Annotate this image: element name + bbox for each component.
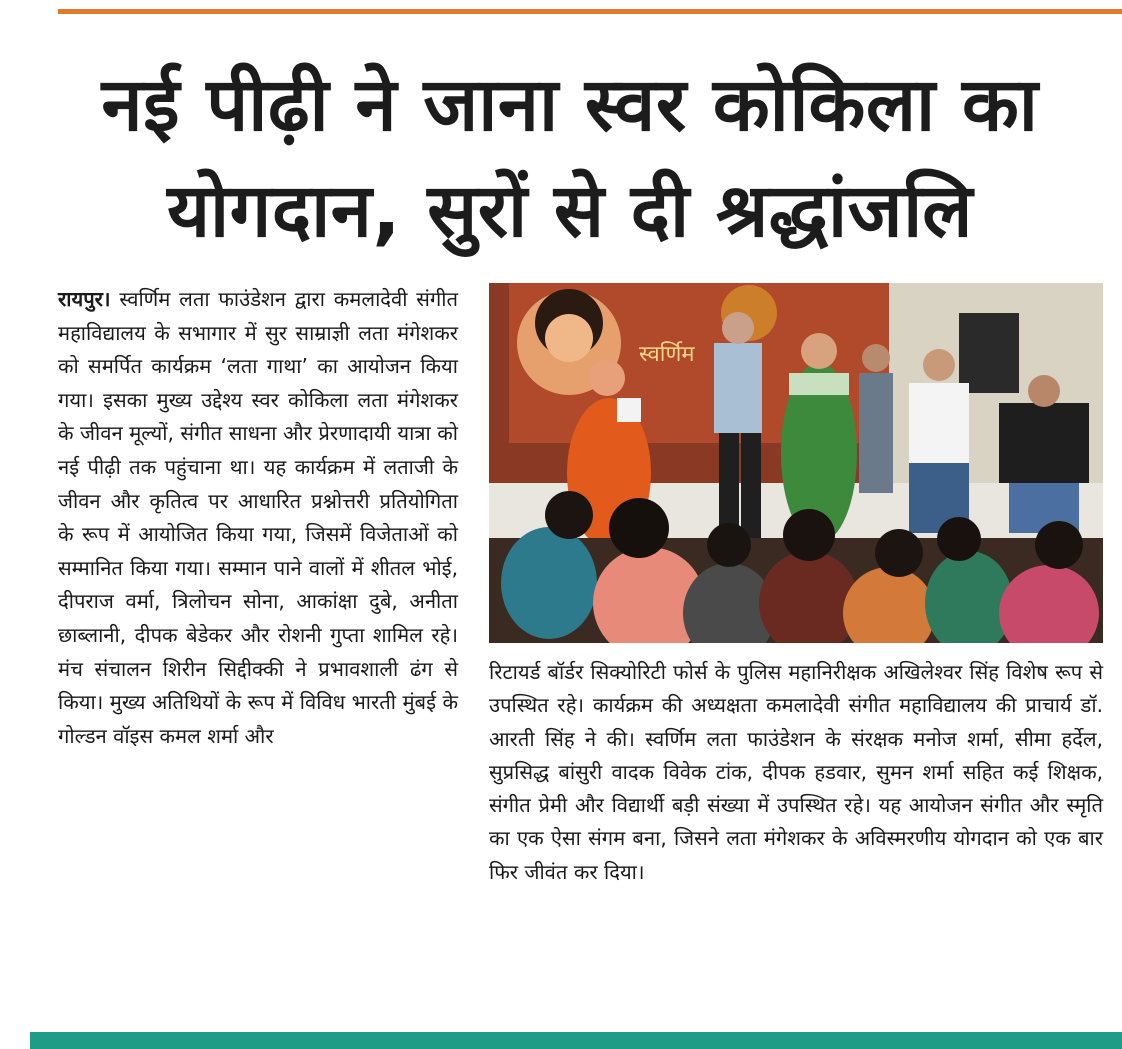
article-body-right-column: रिटायर्ड बॉर्डर सिक्योरिटी फोर्स के पुलिस महानिरीक्षक अखिलेश्वर सिंह विशेष रूप से उपस्थित रहे। कार्यक्रम की अध्यक्षता कमलादेवी संगीत महाविद्यालय की प्राचार्य डॉ. आरती सिंह ने की। स्वर्णिम लता फाउंडेशन के संरक्षक मनोज शर्मा, सीमा हर्देल, सुप्रसिद्ध बांसुरी वादक विवेक टांक, दीपक हडवार, सुमन शर्मा सहित कई शिक्षक, संगीत प्रेमी और विद्यार्थी बड़ी संख्या में उपस्थित रहे। यह आयोजन संगीत और स्मृति का एक ऐसा संगम बना, जिसने लता मंगेशकर के अविस्मरणीय योगदान को एक बार फिर जीवंत कर दिया। <box>489 660 1103 884</box>
bottom-color-band <box>30 1032 1122 1049</box>
article-body-left-column <box>58 283 458 753</box>
top-accent-rule <box>58 9 1122 14</box>
dateline: रायपुर। <box>58 287 111 311</box>
event-photo <box>489 283 1103 643</box>
body-text-left: स्वर्णिम लता फाउंडेशन द्वारा कमलादेवी संगीत महाविद्यालय के सभागार में सुर साम्राज्ञी लता मंगेशकर को समर्पित कार्यक्रम ‘लता गाथा’ का आयोजन किया गया। इसका मुख्य उद्देश्य स्वर कोकिला लता मंगेशकर के जीवन मूल्यों, संगीत साधना और प्रेरणादायी यात्रा को नई पीढ़ी तक पहुंचाना था। यह कार्यक्रम में लताजी के जीवन और कृतित्व पर आधारित प्रश्नोत्तरी प्रतियोगिता के रूप में आयोजित किया गया, जिसमें विजेताओं को सम्मानित किया गया। सम्मान पाने वालों में शीतल भोई, दीपराज वर्मा, त्रिलोचन सोना, आकांक्षा दुबे, अनीता छाब्लानी, दीपक बेडेकर और रोशनी गुप्ता शामिल रहे। मंच संचालन शिरीन सिद्दीक्की ने प्रभावशाली ढंग से किया। मुख्य अतिथियों के रूप में विविध भारती मुंबई के गोल्डन वॉइस कमल शर्मा और <box>58 287 459 748</box>
event-photo-illustration <box>489 283 1103 643</box>
banner-text: स्वर्णिम <box>639 342 695 367</box>
headline: नई पीढ़ी ने जाना स्वर कोकिला का योगदान, सुरों से दी श्रद्धांजलि <box>101 62 1039 254</box>
